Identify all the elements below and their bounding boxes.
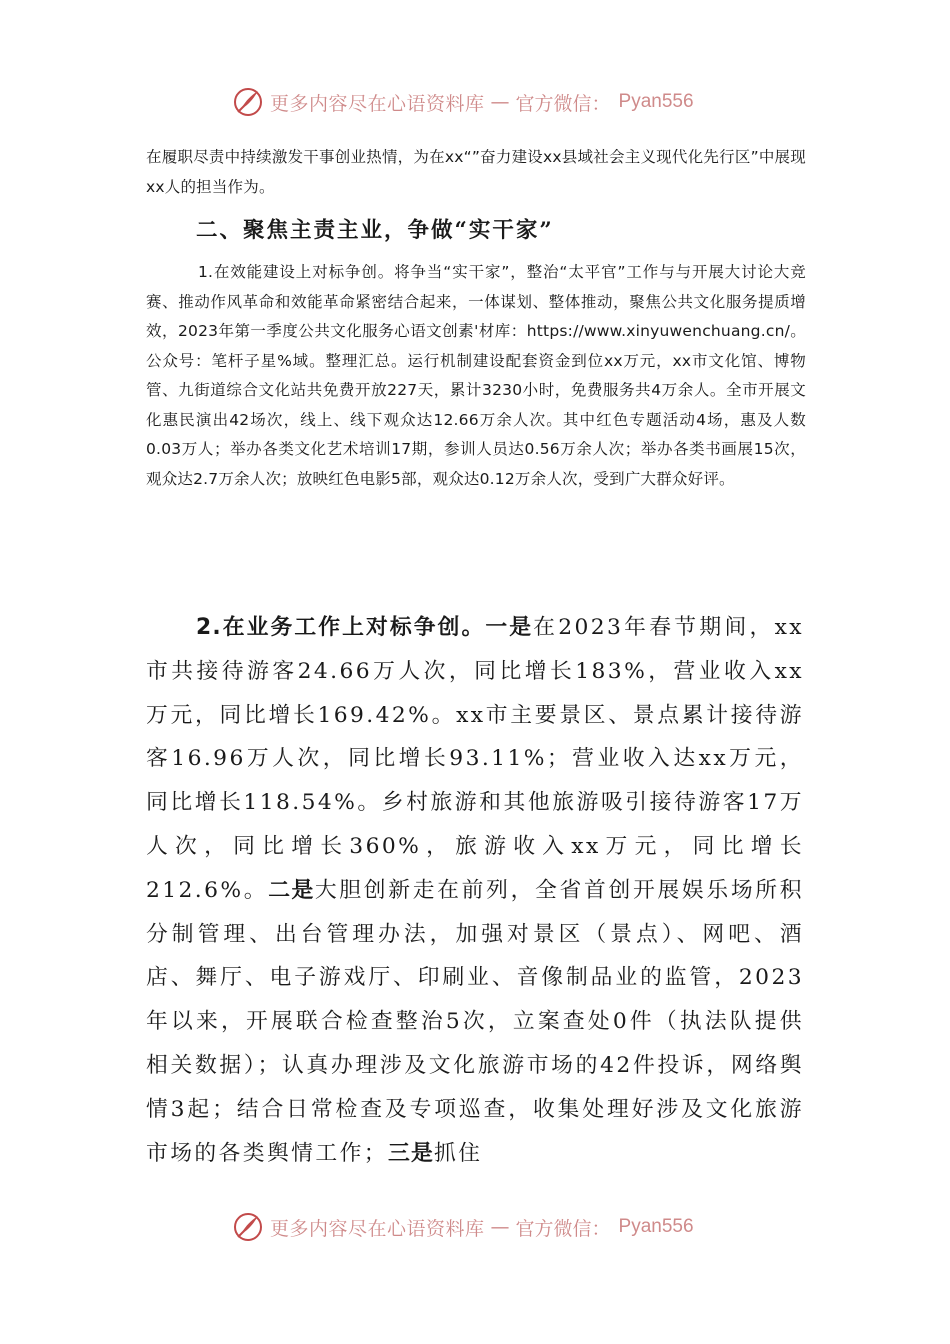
item2-first-marker: 一是 [485, 615, 534, 640]
watermark-banner-bottom [232, 1210, 694, 1244]
banner-separator: — [490, 91, 510, 113]
banner-wechat-label: 官方微信： [515, 92, 611, 115]
quill-pen-logo-icon [232, 1211, 264, 1243]
item2-second-text: 大胆创新走在前列，全省首创开展娱乐场所积分制管理、出台管理办法，加强对景区（景点）、网吧、酒店、舞厅、电子游戏厅、印刷业、音像制品业的监管，2023年以来，开展联合检查整治5次，立案查处0件（执法队提供相关数据）；认真办理涉及文化旅游市场的42件投诉，网络舆情3起；结合日常检查及专项巡查，收集处理好涉及文化旅游市场的各类舆情工作； [146, 877, 804, 1166]
banner-account: Pyan556 [618, 1216, 694, 1237]
item2-title: 2.在业务工作上对标争创。 [196, 615, 486, 640]
banner-separator: — [490, 1216, 510, 1238]
section-heading: 二、聚焦主责主业，争做“实干家” [196, 218, 554, 243]
item2-third-marker: 三是 [387, 1140, 434, 1166]
quill-pen-logo-icon [232, 86, 264, 118]
item2-third-text: 抓住 [433, 1140, 483, 1166]
item2-second-marker: 二是 [268, 877, 315, 903]
item2-first-text: 在2023年春节期间，xx市共接待游客24.66万人次，同比增长183%，营业收入xx万元，同比增长169.42%。xx市主要景区、景点累计接待游客16.96万人次，同比增长93.11%；营业收入达xx万元，同比增长118.54%。乡村旅游和其他旅游吸引接待游客17万人次，同比增长360%，旅游收入xx万元，同比增长212.6%。 [146, 615, 804, 903]
item2-paragraph [146, 606, 804, 1175]
item1-paragraph: 1.在效能建设上对标争创。将争当“实干家”，整治“太平官”工作与与开展大讨论大竞赛、推动作风革命和效能革命紧密结合起来，一体谋划、整体推动，聚焦公共文化服务提质增效，2023年第一季度公共文化服务心语文创素'材库：https://www.xinyuwenchuang.cn/。公众号：笔杆子星%域。整理汇总。运行机制建设配套资金到位xx万元，xx市文化馆、博物管、九街道综合文化站共免费开放227天，累计3230小时，免费服务共4万余人。全市开展文化惠民演出42场次，线上、线下观众达12.66万余人次。其中红色专题活动4场，惠及人数0.03万人；举办各类文化艺术培训17期，参训人员达0.56万余人次；举办各类书画展15次，观众达2.7万余人次；放映红色电影5部，观众达0.12万余人次，受到广大群众好评。 [146, 263, 806, 488]
banner-text: 更多内容尽在心语资料库 [270, 1217, 485, 1240]
intro-paragraph: 在履职尽责中持续激发干事创业热情，为在xx“”奋力建设xx县域社会主义现代化先行区”中展现xx人的担当作为。 [146, 148, 806, 196]
banner-account: Pyan556 [618, 91, 694, 112]
banner-wechat-label: 官方微信： [515, 1217, 611, 1240]
watermark-banner-top [232, 85, 694, 119]
banner-text: 更多内容尽在心语资料库 [270, 92, 485, 115]
